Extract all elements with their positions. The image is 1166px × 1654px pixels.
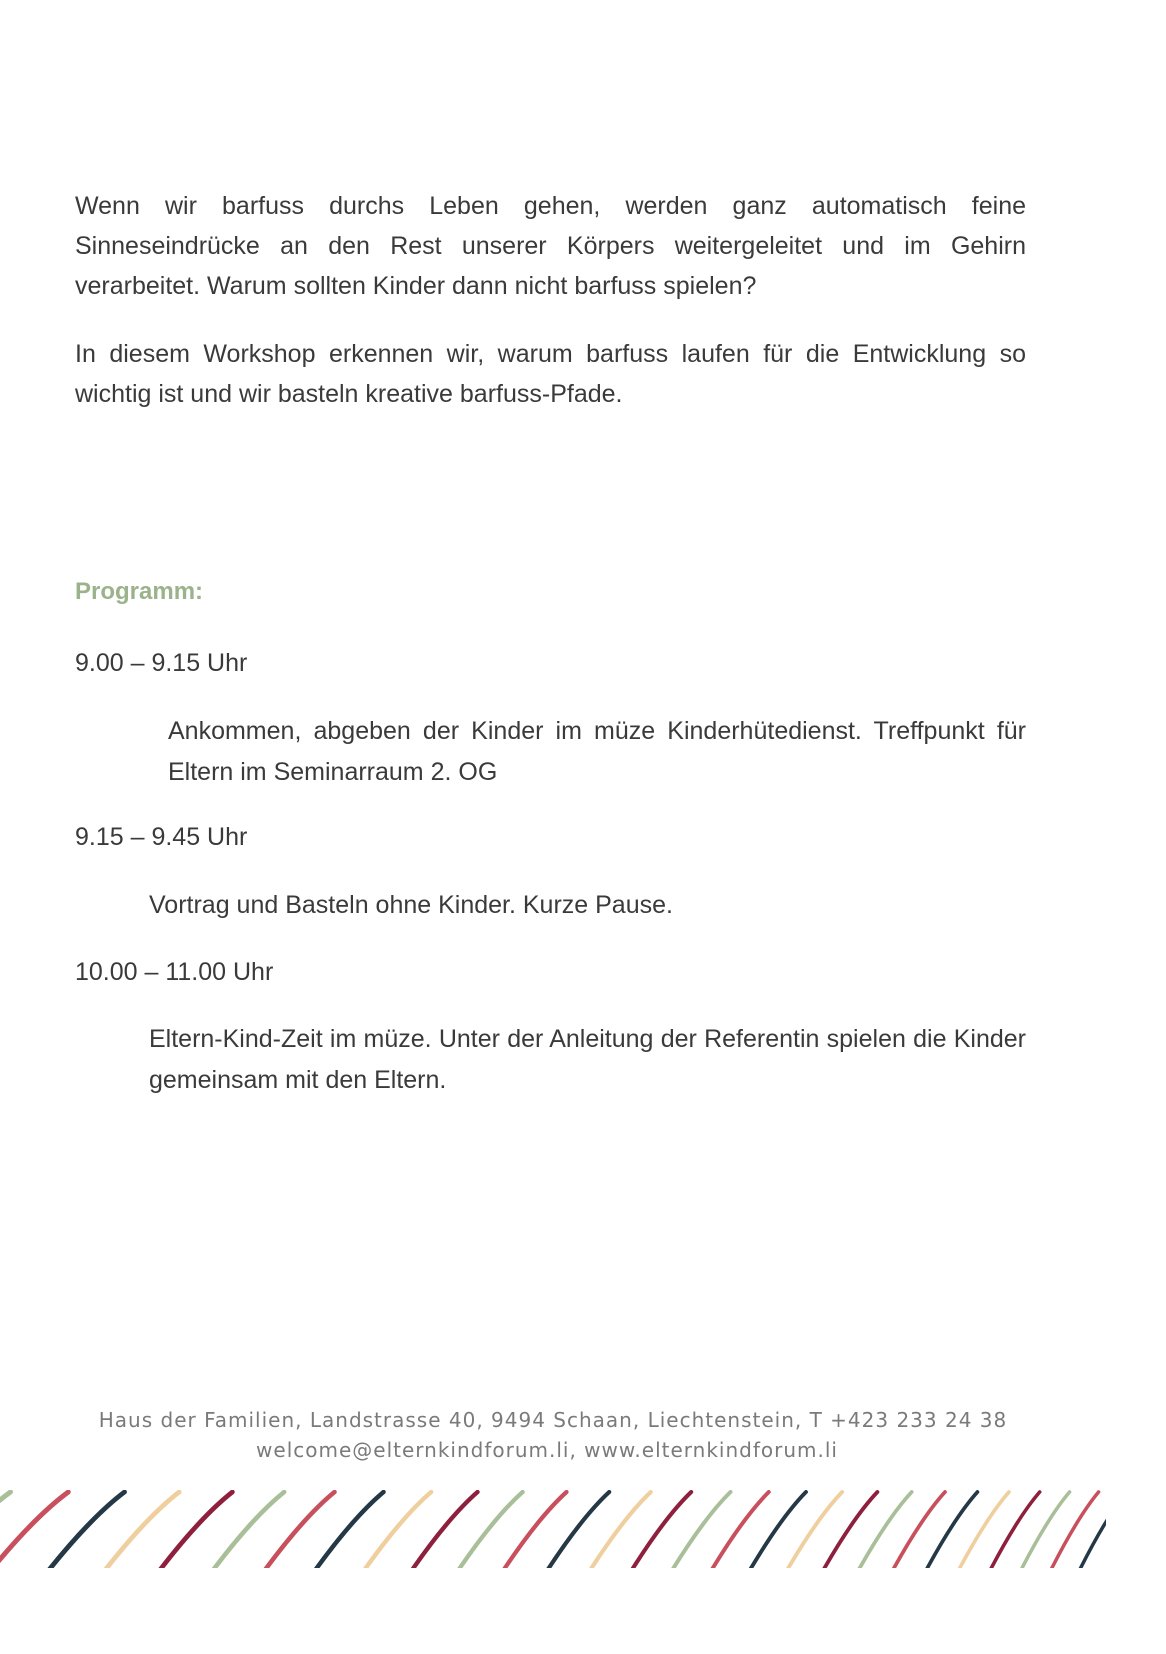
footer-contact: welcome@elternkindforum.li, www.elternkindforum.li [256,1438,838,1462]
program-description: Vortrag und Basteln ohne Kinder. Kurze Pause. [149,891,673,919]
intro-paragraph: Wenn wir barfuss durchs Leben gehen, werden ganz automatisch feine Sinneseindrücke an den Rest unserer Körpers weitergeleitet und im Gehirn verarbeitet. Warum sollten Kinder dann nicht barfuss spielen? [75,192,1026,300]
program-heading: Programm: [75,578,204,605]
decorative-stripe [1079,1492,1106,1568]
program-time: 10.00 – 11.00 Uhr [75,958,274,986]
decorative-stripes [0,1490,1106,1568]
intro-paragraph: In diesem Workshop erkennen wir, warum barfuss laufen für die Entwicklung so wichtig ist und wir basteln kreative barfuss-Pfade. [75,340,1026,408]
program-description: Eltern-Kind-Zeit im müze. Unter der Anleitung der Referentin spielen die Kinder gemeinsam mit den Eltern. [149,1025,1026,1094]
decorative-stripe [1050,1492,1099,1568]
program-time: 9.00 – 9.15 Uhr [75,649,248,677]
footer-address: Haus der Familien, Landstrasse 40, 9494 Schaan, Liechtenstein, T +423 233 24 38 [98,1408,1008,1432]
decorative-stripe [958,1492,1009,1568]
program-time: 9.15 – 9.45 Uhr [75,823,248,851]
decorative-stripe [1020,1492,1070,1568]
program-description: Ankommen, abgeben der Kinder im müze Kinderhütedienst. Treffpunkt für Eltern im Seminarraum 2. OG [168,717,1026,786]
decorative-stripe [989,1492,1039,1568]
